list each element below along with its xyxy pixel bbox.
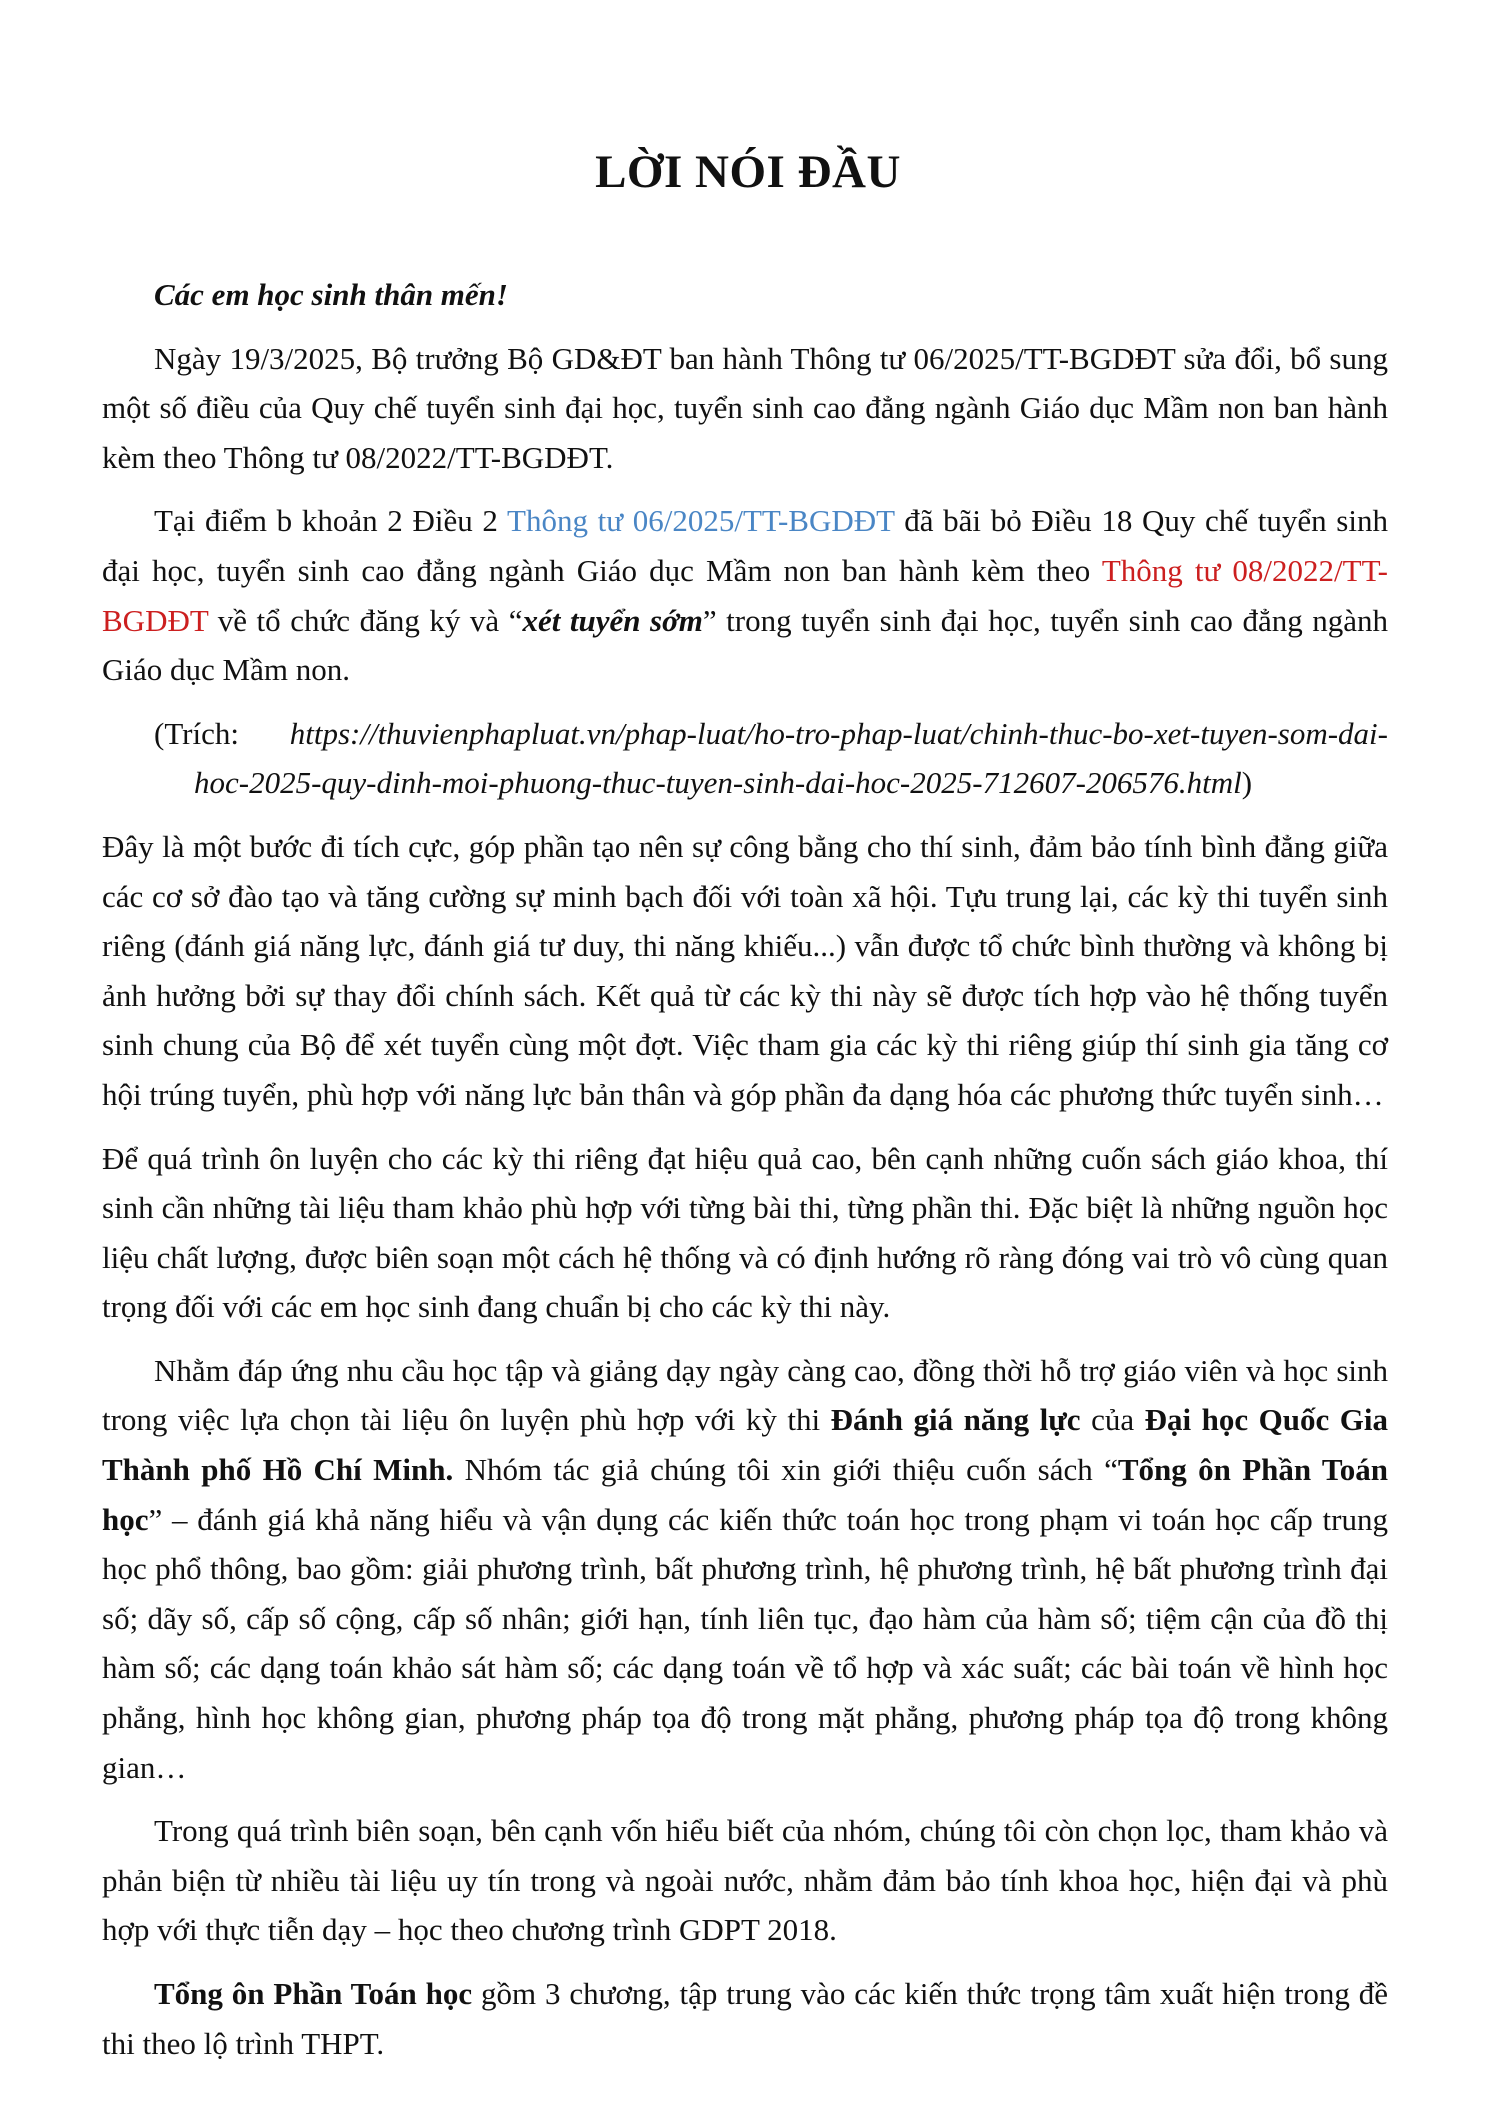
paragraph-7 [102, 1969, 1388, 2068]
paragraph-5-text-2: của [1080, 1402, 1145, 1438]
exam-name: Đánh giá năng lực [830, 1402, 1081, 1438]
paragraph-2-text-2: đã bãi bỏ Điều 18 Quy chế tuyển sinh đại học, tuyển sinh cao đẳng ngành Giáo dục Mầm non ban hành kèm theo [102, 503, 1388, 588]
citation [102, 709, 1388, 808]
circular-08-link[interactable]: Thông tư 08/2022/TT-BGDĐT [102, 552, 1388, 638]
university-name: Đại học Quốc Gia Thành phố Hồ Chí Minh. [102, 1402, 1388, 1488]
paragraph-2-text-1: Tại điểm b khoản 2 Điều 2 [154, 503, 508, 539]
paragraph-5-text-4: ” – đánh giá khả năng hiểu và vận dụng các kiến thức toán học trong phạm vi toán học cấp trung học phổ thông, bao gồm: giải phương trình, bất phương trình, hệ phương trình, hệ bất phương trình đại số; dãy số, cấp số cộng, cấp số nhân; giới hạn, tính liên tục, đạo hàm của hàm số; tiệm cận của đồ thị hàm số; các dạng toán khảo sát hàm số; các dạng toán về tổ hợp và xác suất; các bài toán về hình học phẳng, hình học không gian, phương pháp tọa độ trong mặt phẳng, phương pháp tọa độ trong không gian… [102, 1501, 1388, 1785]
citation-prefix: (Trích: [154, 715, 290, 751]
paragraph-3: Đây là một bước đi tích cực, góp phần tạo nên sự công bằng cho thí sinh, đảm bảo tính bình đẳng giữa các cơ sở đào tạo và tăng cường sự minh bạch đối với toàn xã hội. Tựu trung lại, các kỳ thi tuyển sinh riêng (đánh giá năng lực, đánh giá tư duy, thi năng khiếu...) vẫn được tổ chức bình thường và không bị ảnh hưởng bởi sự thay đổi chính sách. Kết quả từ các kỳ thi này sẽ được tích hợp vào hệ thống tuyển sinh chung của Bộ để xét tuyển cùng một đợt. Việc tham gia các kỳ thi riêng giúp thí sinh gia tăng cơ hội trúng tuyển, phù hợp với năng lực bản thân và góp phần đa dạng hóa các phương thức tuyển sinh… [102, 828, 1388, 1112]
paragraph-5 [102, 1346, 1388, 1792]
citation-suffix: ) [1241, 765, 1253, 801]
paragraph-5-text-1: Nhằm đáp ứng nhu cầu học tập và giảng dạy ngày càng cao, đồng thời hỗ trợ giáo viên và học sinh trong việc lựa chọn tài liệu ôn luyện phù hợp với kỳ thi [102, 1352, 1388, 1438]
paragraph-2 [102, 496, 1388, 694]
paragraph-2-text-3: về tổ chức đăng ký và “ [208, 602, 523, 638]
book-title-2: Tổng ôn Phần Toán học [154, 1976, 473, 2011]
early-admission-term: xét tuyển sớm [522, 602, 703, 638]
greeting: Các em học sinh thân mến! [154, 277, 508, 312]
citation-url[interactable]: https://thuvienphapluat.vn/phap-luat/ho-tro-phap-luat/chinh-thuc-bo-xet-tuyen-som-dai-hoc-2025-quy-dinh-moi-phuong-thuc-tuyen-sinh-dai-hoc-2025-712607-206576.html [194, 715, 1388, 801]
paragraph-6: Trong quá trình biên soạn, bên cạnh vốn hiểu biết của nhóm, chúng tôi còn chọn lọc, tham khảo và phản biện từ nhiều tài liệu uy tín trong và ngoài nước, nhằm đảm bảo tính khoa học, hiện đại và phù hợp với thực tiễn dạy – học theo chương trình GDPT 2018. [102, 1813, 1388, 1948]
paragraph-7-text-1: gồm 3 chương, tập trung vào các kiến thức trọng tâm xuất hiện trong đề thi theo lộ trình THPT. [102, 1976, 1388, 2061]
paragraph-1: Ngày 19/3/2025, Bộ trưởng Bộ GD&ĐT ban hành Thông tư 06/2025/TT-BGDĐT sửa đổi, bổ sung một số điều của Quy chế tuyển sinh đại học, tuyển sinh cao đẳng ngành Giáo dục Mầm non ban hành kèm theo Thông tư 08/2022/TT-BGDĐT. [102, 340, 1388, 475]
paragraph-4: Để quá trình ôn luyện cho các kỳ thi riêng đạt hiệu quả cao, bên cạnh những cuốn sách giáo khoa, thí sinh cần những tài liệu tham khảo phù hợp với từng bài thi, từng phần thi. Đặc biệt là những nguồn học liệu chất lượng, được biên soạn một cách hệ thống và có định hướng rõ ràng đóng vai trò vô cùng quan trọng đối với các em học sinh đang chuẩn bị cho các kỳ thi này. [102, 1140, 1388, 1325]
book-title: Tổng ôn Phần Toán học [102, 1452, 1388, 1537]
circular-06-link[interactable]: Thông tư 06/2025/TT-BGDĐT [507, 503, 905, 539]
document-body [102, 270, 1388, 2082]
page-title: LỜI NÓI ĐẦU [595, 146, 901, 198]
paragraph-5-text-3: Nhóm tác giả chúng tôi xin giới thiệu cuốn sách “ [453, 1452, 1118, 1488]
paragraph-2-text-4: ” trong tuyển sinh đại học, tuyển sinh cao đẳng ngành Giáo dục Mầm non. [102, 602, 1388, 688]
